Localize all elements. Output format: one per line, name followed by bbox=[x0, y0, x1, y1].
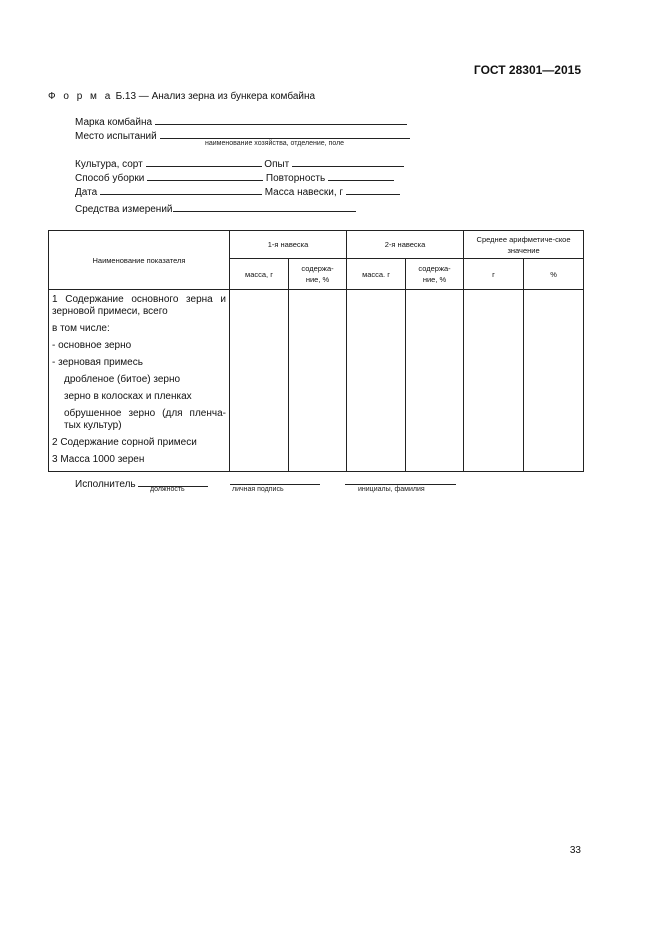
form-caption: Б.13 — Анализ зерна из бункера комбайна bbox=[115, 91, 316, 102]
table-row-label: зерно в колосках и пленках bbox=[64, 391, 192, 402]
field-sample-mass-line bbox=[346, 183, 400, 195]
field-crop bbox=[75, 155, 404, 170]
form-prefix: Ф о р м а bbox=[48, 91, 113, 102]
col-header-mean-g: г bbox=[464, 259, 524, 290]
field-instruments-line bbox=[173, 200, 356, 212]
field-date bbox=[75, 183, 400, 198]
table-row-label: 1 Содержание основного зерна и зерновой примеси, всего bbox=[52, 294, 226, 317]
table-cell-empty bbox=[464, 290, 524, 472]
field-instruments bbox=[75, 200, 356, 215]
table-cell-empty bbox=[524, 290, 584, 472]
signature-line bbox=[230, 473, 320, 485]
table-row-label: - основное зерно bbox=[52, 340, 132, 351]
table-cell-empty bbox=[230, 290, 289, 472]
field-test-place-caption: наименование хозяйства, отделение, поле bbox=[205, 140, 345, 147]
col-header-name: Наименование показателя bbox=[49, 231, 230, 290]
col-header-content2: содержа-ние, % bbox=[406, 259, 464, 290]
field-experiment-line bbox=[292, 155, 404, 167]
field-repetition-line bbox=[328, 169, 394, 181]
field-instruments-label: Средства измерений bbox=[75, 204, 173, 215]
table-cell-empty bbox=[406, 290, 464, 472]
field-brand-label: Марка комбайна bbox=[75, 117, 153, 128]
field-sample-mass-label: Масса навески, г bbox=[264, 187, 344, 198]
row-names-cell bbox=[49, 290, 230, 472]
table-row-label: 2 Содержание сорной примеси bbox=[52, 437, 197, 448]
col-header-sample1: 1-я навеска bbox=[230, 231, 347, 259]
signature-caption: личная подпись bbox=[232, 486, 284, 493]
table-row-label: - зерновая примесь bbox=[52, 357, 143, 368]
analysis-table bbox=[48, 230, 584, 472]
col-header-content1: содержа-ние, % bbox=[289, 259, 347, 290]
field-harvest-method-line bbox=[147, 169, 263, 181]
table-row-label: 3 Масса 1000 зерен bbox=[52, 454, 145, 465]
col-header-sample2: 2-я навеска bbox=[347, 231, 464, 259]
table-row-label: в том числе: bbox=[52, 323, 110, 334]
field-date-line bbox=[100, 183, 262, 195]
field-test-place-line bbox=[160, 127, 410, 139]
name-line bbox=[345, 473, 456, 485]
field-crop-line bbox=[146, 155, 262, 167]
col-header-mean-pct: % bbox=[524, 259, 584, 290]
name-caption: инициалы, фамилия bbox=[358, 486, 425, 493]
position-caption: должность bbox=[150, 486, 185, 493]
table-cell-empty bbox=[289, 290, 347, 472]
col-header-mass2: масса. г bbox=[347, 259, 406, 290]
field-harvest-method bbox=[75, 169, 394, 184]
field-brand bbox=[75, 113, 407, 128]
page-number: 33 bbox=[569, 845, 581, 856]
signature-label: Исполнитель bbox=[75, 479, 136, 490]
col-header-mean: Среднее арифметиче-ское значение bbox=[464, 231, 584, 259]
table-row-label: обрушенное зерно (для пленча-тых культур) bbox=[64, 408, 226, 431]
field-date-label: Дата bbox=[75, 187, 98, 198]
standard-number: ГОСТ 28301—2015 bbox=[473, 63, 581, 77]
signature-row bbox=[75, 475, 208, 490]
field-repetition-label: Повторность bbox=[265, 173, 326, 184]
field-test-place-label: Место испытаний bbox=[75, 131, 157, 142]
table-row-label: дробленое (битое) зерно bbox=[64, 374, 181, 385]
col-header-mass1: масса, г bbox=[230, 259, 289, 290]
table-cell-empty bbox=[347, 290, 406, 472]
field-brand-line bbox=[155, 113, 407, 125]
form-title bbox=[48, 91, 315, 102]
field-harvest-method-label: Способ уборки bbox=[75, 173, 145, 184]
field-crop-label: Культура, сорт bbox=[75, 159, 143, 170]
field-experiment-label: Опыт bbox=[264, 159, 290, 170]
